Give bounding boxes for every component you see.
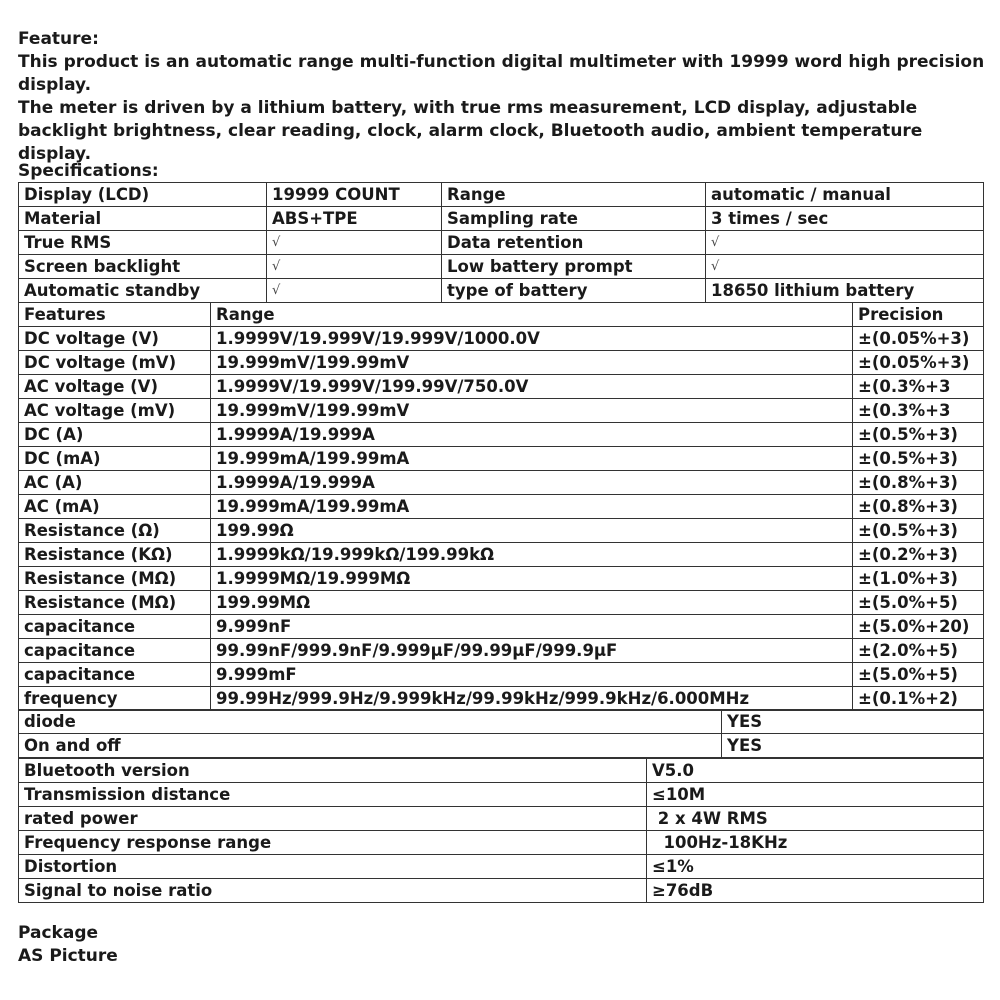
yes-row: [19, 734, 984, 758]
feature-row: [19, 543, 984, 567]
column-header: Features: [19, 303, 211, 327]
table-cell: ±(5.0%+5): [853, 591, 984, 615]
table-cell: √: [267, 279, 442, 303]
feature-row: [19, 327, 984, 351]
table-cell: 1.9999MΩ/19.999MΩ: [211, 567, 853, 591]
table-cell: 2 x 4W RMS: [647, 807, 984, 831]
feature-row: [19, 471, 984, 495]
table-cell: ±(0.5%+3): [853, 519, 984, 543]
table-cell: ±(0.8%+3): [853, 471, 984, 495]
feature-row: [19, 567, 984, 591]
table-cell: 1.9999V/19.999V/19.999V/1000.0V: [211, 327, 853, 351]
table-cell: ±(5.0%+5): [853, 663, 984, 687]
bluetooth-table: [18, 758, 984, 903]
table-cell: 199.99Ω: [211, 519, 853, 543]
table-cell: Range: [442, 183, 706, 207]
spec-row: [19, 207, 984, 231]
feature-row: [19, 615, 984, 639]
bluetooth-row: [19, 783, 984, 807]
table-cell: 100Hz-18KHz: [647, 831, 984, 855]
feature-heading: Feature:: [18, 29, 99, 49]
table-cell: capacitance: [19, 639, 211, 663]
table-cell: Display (LCD): [19, 183, 267, 207]
yes-row: [19, 710, 984, 734]
table-cell: Resistance (MΩ): [19, 567, 211, 591]
table-cell: 1.9999kΩ/19.999kΩ/199.99kΩ: [211, 543, 853, 567]
table-cell: ≤10M: [647, 783, 984, 807]
table-cell: capacitance: [19, 663, 211, 687]
table-cell: ±(0.3%+3: [853, 375, 984, 399]
table-cell: 19.999mV/199.99mV: [211, 399, 853, 423]
table-cell: 1.9999A/19.999A: [211, 471, 853, 495]
table-cell: frequency: [19, 687, 211, 711]
table-cell: ±(0.5%+3): [853, 423, 984, 447]
table-cell: 1.9999V/19.999V/199.99V/750.0V: [211, 375, 853, 399]
feature-row: [19, 639, 984, 663]
feature-description-2: The meter is driven by a lithium battery, with true rms measurement, LCD display, adjustable backlight brightness, clear reading, clock, alarm clock, Bluetooth audio, ambient temperature display.: [18, 98, 923, 164]
table-cell: Automatic standby: [19, 279, 267, 303]
feature-row: [19, 495, 984, 519]
table-cell: YES: [722, 734, 984, 758]
table-cell: ±(0.3%+3: [853, 399, 984, 423]
column-header: Range: [211, 303, 853, 327]
diode-table: [18, 709, 984, 758]
table-cell: Sampling rate: [442, 207, 706, 231]
spec-row: [19, 279, 984, 303]
bluetooth-row: [19, 759, 984, 783]
table-cell: √: [267, 231, 442, 255]
table-cell: 9.999mF: [211, 663, 853, 687]
table-cell: ±(1.0%+3): [853, 567, 984, 591]
table-cell: AC voltage (V): [19, 375, 211, 399]
table-cell: Screen backlight: [19, 255, 267, 279]
bluetooth-row: [19, 879, 984, 903]
feature-row: [19, 375, 984, 399]
spec-row: [19, 183, 984, 207]
bluetooth-row: [19, 855, 984, 879]
table-cell: type of battery: [442, 279, 706, 303]
table-cell: Frequency response range: [19, 831, 647, 855]
feature-row: [19, 351, 984, 375]
table-cell: 19.999mA/199.99mA: [211, 447, 853, 471]
table-cell: diode: [19, 710, 722, 734]
table-cell: DC voltage (mV): [19, 351, 211, 375]
feature-description-1: This product is an automatic range multi-function digital multimeter with 19999 word high precision display.: [18, 52, 985, 95]
feature-row: [19, 423, 984, 447]
table-cell: ≥76dB: [647, 879, 984, 903]
table-cell: 1.9999A/19.999A: [211, 423, 853, 447]
table-cell: ±(0.2%+3): [853, 543, 984, 567]
table-cell: ABS+TPE: [267, 207, 442, 231]
feature-row: [19, 591, 984, 615]
table-cell: 19999 COUNT: [267, 183, 442, 207]
package-heading: Package: [18, 923, 99, 943]
bluetooth-row: [19, 831, 984, 855]
table-cell: Data retention: [442, 231, 706, 255]
table-cell: ±(0.8%+3): [853, 495, 984, 519]
table-cell: 9.999nF: [211, 615, 853, 639]
bluetooth-row: [19, 807, 984, 831]
table-cell: AC (A): [19, 471, 211, 495]
specifications-heading: Specifications:: [18, 161, 159, 181]
table-cell: Distortion: [19, 855, 647, 879]
table-cell: YES: [722, 710, 984, 734]
feature-row: [19, 687, 984, 711]
table-cell: AC voltage (mV): [19, 399, 211, 423]
table-cell: DC (mA): [19, 447, 211, 471]
table-cell: 18650 lithium battery: [706, 279, 984, 303]
table-cell: 3 times / sec: [706, 207, 984, 231]
table-cell: automatic / manual: [706, 183, 984, 207]
table-cell: Signal to noise ratio: [19, 879, 647, 903]
table-cell: ±(0.05%+3): [853, 327, 984, 351]
table-cell: Resistance (MΩ): [19, 591, 211, 615]
feature-row: [19, 519, 984, 543]
package-section: [18, 922, 118, 968]
table-cell: On and off: [19, 734, 722, 758]
table-cell: ≤1%: [647, 855, 984, 879]
table-cell: 19.999mV/199.99mV: [211, 351, 853, 375]
table-cell: Bluetooth version: [19, 759, 647, 783]
table-cell: 199.99MΩ: [211, 591, 853, 615]
feature-row: [19, 399, 984, 423]
spec-row: [19, 255, 984, 279]
feature-row: [19, 663, 984, 687]
table-cell: Low battery prompt: [442, 255, 706, 279]
table-cell: Material: [19, 207, 267, 231]
table-cell: ±(0.5%+3): [853, 447, 984, 471]
table-cell: ±(0.1%+2): [853, 687, 984, 711]
table-cell: ±(5.0%+20): [853, 615, 984, 639]
table-cell: AC (mA): [19, 495, 211, 519]
table-cell: 99.99Hz/999.9Hz/9.999kHz/99.99kHz/999.9kHz/6.000MHz: [211, 687, 853, 711]
features-header-row: [19, 303, 984, 327]
table-cell: True RMS: [19, 231, 267, 255]
table-cell: ±(0.05%+3): [853, 351, 984, 375]
feature-row: [19, 447, 984, 471]
table-cell: rated power: [19, 807, 647, 831]
table-cell: DC (A): [19, 423, 211, 447]
feature-section: [18, 28, 988, 166]
table-cell: Resistance (Ω): [19, 519, 211, 543]
table-cell: DC voltage (V): [19, 327, 211, 351]
table-cell: √: [706, 255, 984, 279]
table-cell: 99.99nF/999.9nF/9.999μF/99.99μF/999.9μF: [211, 639, 853, 663]
features-table: [18, 302, 984, 711]
table-cell: 19.999mA/199.99mA: [211, 495, 853, 519]
table-cell: ±(2.0%+5): [853, 639, 984, 663]
table-cell: V5.0: [647, 759, 984, 783]
table-cell: √: [267, 255, 442, 279]
table-cell: Resistance (KΩ): [19, 543, 211, 567]
table-cell: capacitance: [19, 615, 211, 639]
spec-row: [19, 231, 984, 255]
general-spec-table: [18, 182, 984, 303]
column-header: Precision: [853, 303, 984, 327]
table-cell: Transmission distance: [19, 783, 647, 807]
table-cell: √: [706, 231, 984, 255]
package-content: AS Picture: [18, 946, 118, 966]
